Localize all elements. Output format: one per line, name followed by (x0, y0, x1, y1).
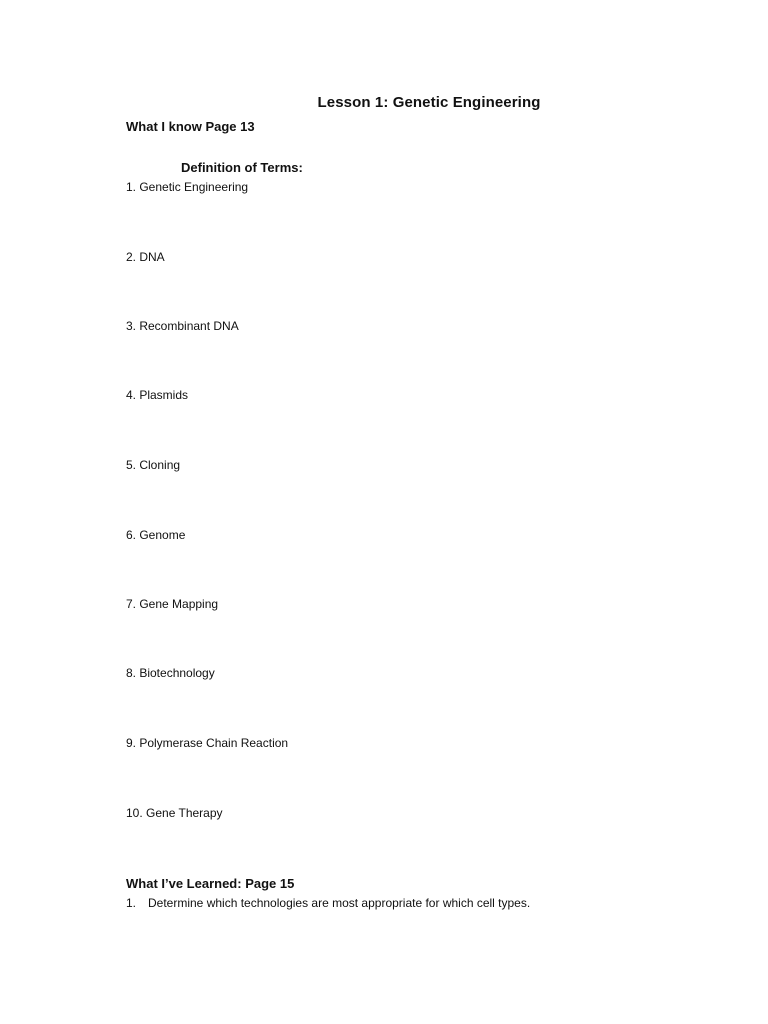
what-ive-learned-heading: What I’ve Learned: Page 15 (126, 876, 295, 891)
term-item: 2. DNA (126, 250, 165, 264)
term-item: 1. Genetic Engineering (126, 180, 249, 194)
what-i-know-heading: What I know Page 13 (126, 119, 255, 134)
learned-item-number: 1. (126, 896, 137, 910)
term-item: 4. Plasmids (126, 388, 189, 402)
term-item: 10. Gene Therapy (126, 806, 223, 820)
term-item: 7. Gene Mapping (126, 597, 219, 611)
learned-list-item (126, 896, 530, 910)
term-item: 6. Genome (126, 528, 186, 542)
learned-item-text: Determine which technologies are most appropriate for which cell types. (148, 896, 531, 910)
term-item: 5. Cloning (126, 458, 181, 472)
term-item: 9. Polymerase Chain Reaction (126, 736, 289, 750)
lesson-title: Lesson 1: Genetic Engineering (317, 94, 541, 111)
term-item: 8. Biotechnology (126, 666, 215, 680)
term-item: 3. Recombinant DNA (126, 319, 239, 333)
definition-of-terms-heading: Definition of Terms: (181, 160, 303, 175)
